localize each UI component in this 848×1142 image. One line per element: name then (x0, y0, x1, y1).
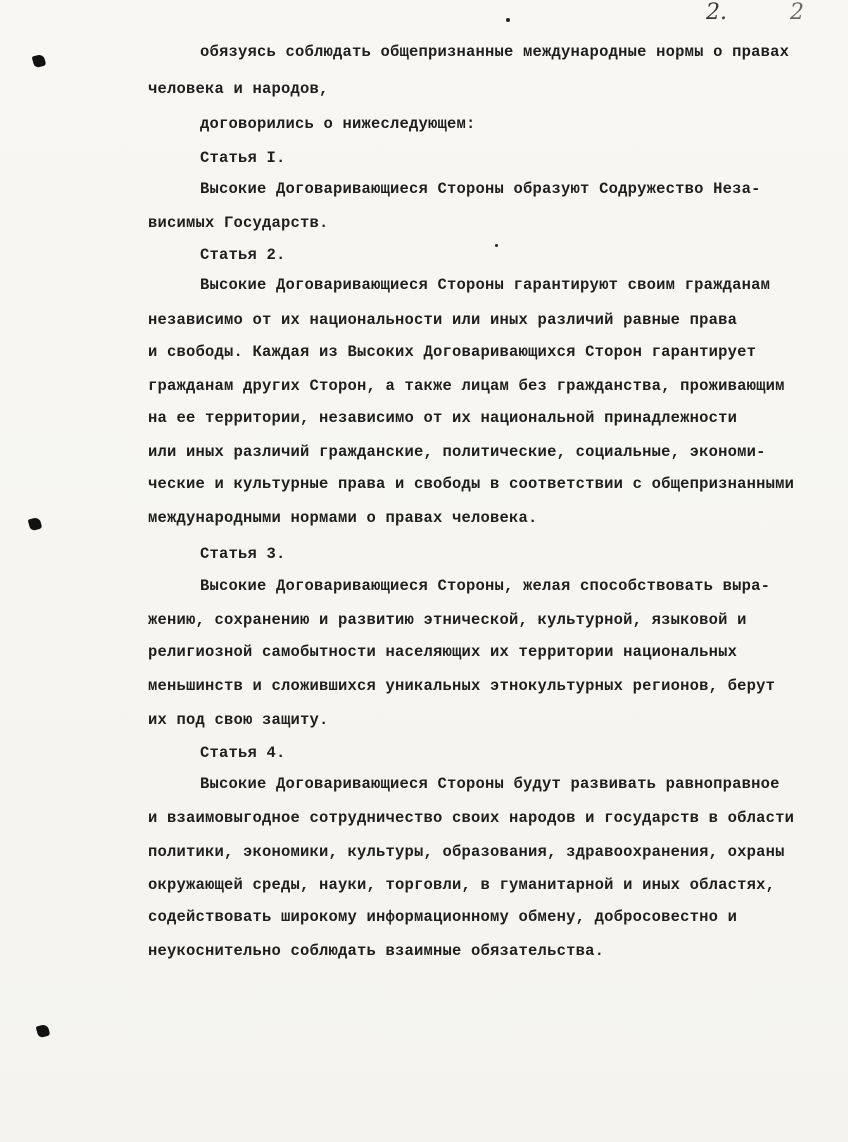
text-line: или иных различий гражданские, политические, социальные, экономи- (148, 443, 766, 461)
text-line: неукоснительно соблюдать взаимные обязательства. (148, 942, 605, 960)
text-line: Высокие Договаривающиеся Стороны, желая способствовать выра- (200, 577, 771, 595)
page-number: 2. (706, 0, 727, 25)
text-line: жению, сохранению и развитию этнической, культурной, языковой и (148, 611, 747, 629)
punch-hole-mark (32, 54, 47, 69)
text-line: окружающей среды, науки, торговли, в гуманитарной и иных областях, (148, 876, 776, 894)
text-line: Высокие Договаривающиеся Стороны гарантируют своим гражданам (200, 276, 771, 294)
page-number-alt: 2 (790, 0, 804, 25)
text-line: религиозной самобытности населяющих их территории национальных (148, 643, 738, 661)
text-line: и свободы. Каждая из Высоких Договаривающихся Сторон гарантирует (148, 343, 757, 361)
paper-speck (506, 18, 510, 22)
text-line: и взаимовыгодное сотрудничество своих народов и государств в области (148, 809, 795, 827)
text-line: гражданам других Сторон, а также лицам без гражданства, проживающим (148, 377, 785, 395)
text-line: международными нормами о правах человека. (148, 509, 538, 527)
text-line: висимых Государств. (148, 214, 329, 232)
text-line: содействовать широкому информационному обмену, добросовестно и (148, 908, 738, 926)
article-heading: Статья I. (200, 149, 286, 167)
text-line: человека и народов, (148, 80, 329, 98)
text-line: на ее территории, независимо от их национальной принадлежности (148, 409, 738, 427)
text-line: меньшинств и сложившихся уникальных этнокультурных регионов, берут (148, 677, 776, 695)
article-heading: Статья 4. (200, 744, 286, 762)
text-line: Высокие Договаривающиеся Стороны образуют Содружество Неза- (200, 180, 761, 198)
article-heading: Статья 3. (200, 545, 286, 563)
punch-hole-mark (36, 1024, 51, 1039)
text-line: Высокие Договаривающиеся Стороны будут развивать равноправное (200, 775, 780, 793)
article-heading: Статья 2. (200, 246, 286, 264)
text-line: обязуясь соблюдать общепризнанные международные нормы о правах (200, 43, 790, 61)
text-line: политики, экономики, культуры, образования, здравоохранения, охраны (148, 843, 785, 861)
text-line: договорились о нижеследующем: (200, 115, 476, 133)
punch-hole-mark (28, 517, 43, 532)
paper-speck (495, 244, 498, 247)
text-line: ческие и культурные права и свободы в соответствии с общепризнанными (148, 475, 795, 493)
text-line: независимо от их национальности или иных различий равные права (148, 311, 738, 329)
text-line: их под свою защиту. (148, 711, 329, 729)
